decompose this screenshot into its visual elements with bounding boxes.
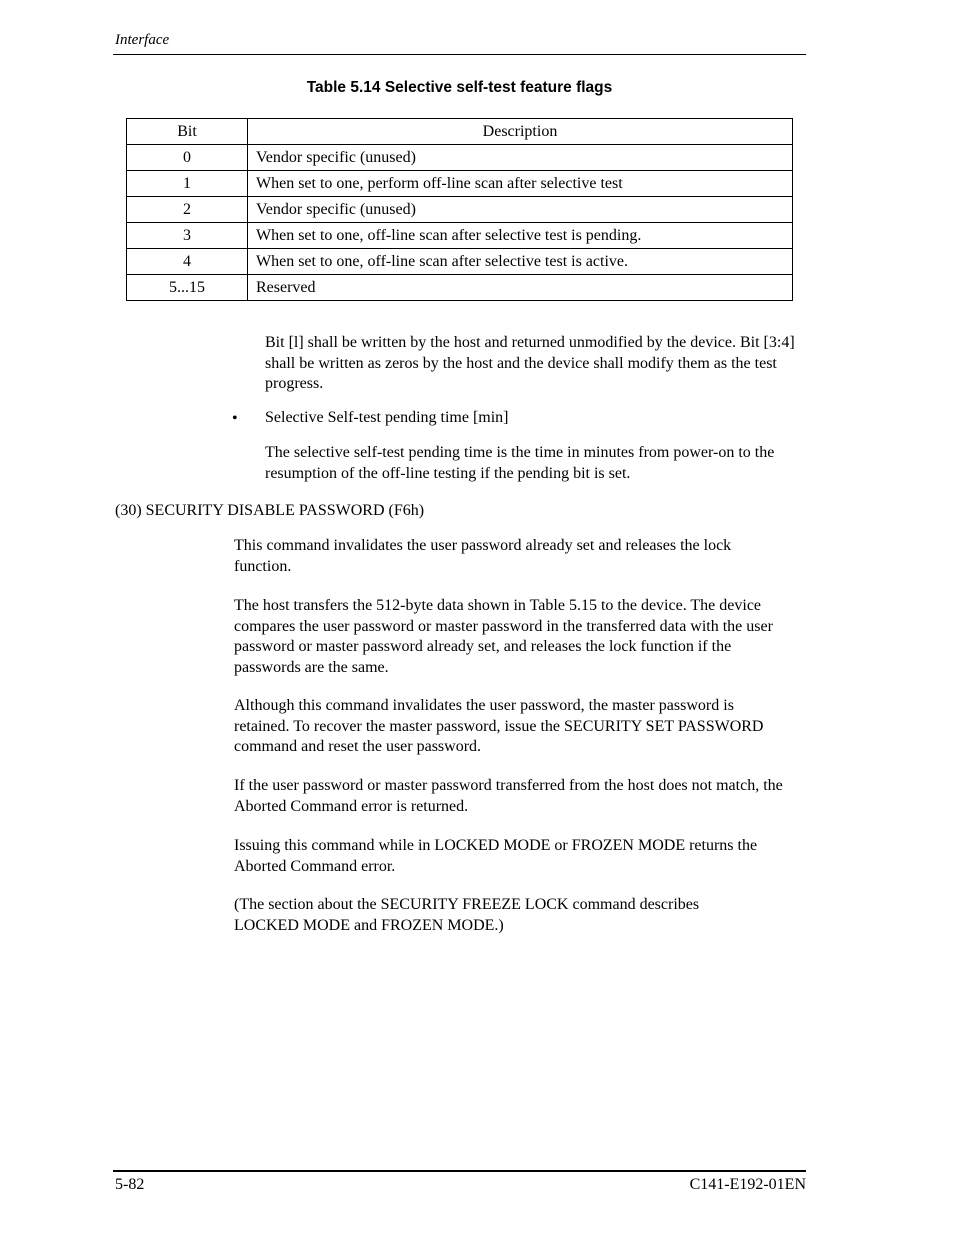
table-row — [127, 171, 793, 197]
header-divider — [113, 54, 806, 55]
body-paragraph: If the user password or master password transferred from the host does not match, the Aborted Command error is returned. — [234, 777, 783, 815]
table-row — [127, 145, 793, 171]
running-header: Interface — [115, 32, 170, 48]
body-paragraph: (The section about the SECURITY FREEZE LOCK command describes LOCKED MODE and FROZEN MODE.) — [234, 896, 700, 934]
bit-cell: 3 — [127, 223, 248, 249]
description-cell: Reserved — [248, 275, 793, 301]
description-cell: When set to one, perform off-line scan after selective test — [248, 171, 793, 197]
bit-cell: 1 — [127, 171, 248, 197]
bit-cell: 0 — [127, 145, 248, 171]
body-paragraph: Although this command invalidates the user password, the master password is retained. To recover the master password, issue the SECURITY SET PASSWORD command and reset the user password. — [234, 697, 764, 755]
table-row — [127, 197, 793, 223]
body-paragraph: Issuing this command while in LOCKED MODE or FROZEN MODE returns the Aborted Command error. — [234, 837, 758, 875]
bit-cell: 2 — [127, 197, 248, 223]
bullet-item-pending-time: Selective Self-test pending time [min] — [265, 409, 509, 426]
description-cell: Vendor specific (unused) — [248, 145, 793, 171]
bit-write-note: Bit [l] shall be written by the host and returned unmodified by the device. Bit [3:4] shall be written as zeros by the host and the device shall modify them as the test progress. — [265, 334, 795, 392]
bullet-marker: • — [232, 410, 238, 427]
description-cell: Vendor specific (unused) — [248, 197, 793, 223]
footer-divider — [113, 1170, 806, 1172]
bit-cell: 5...15 — [127, 275, 248, 301]
body-paragraph: The host transfers the 512-byte data shown in Table 5.15 to the device. The device compares the user password or master password in the transferred data with the user password or master password already set, and releases the lock function if the passwords are the same. — [234, 597, 773, 676]
section-heading: (30) SECURITY DISABLE PASSWORD (F6h) — [115, 502, 425, 519]
bit-cell: 4 — [127, 249, 248, 275]
table-caption: Table 5.14 Selective self-test feature flags — [306, 79, 613, 96]
table-row — [127, 275, 793, 301]
column-header-description: Description — [248, 119, 793, 145]
pending-time-description: The selective self-test pending time is the time in minutes from power-on to the resumption of the off-line testing if the pending bit is set. — [265, 444, 775, 482]
body-paragraph: This command invalidates the user password already set and releases the lock function. — [234, 537, 732, 575]
document-code: C141-E192-01EN — [689, 1176, 806, 1193]
description-cell: When set to one, off-line scan after selective test is active. — [248, 249, 793, 275]
column-header-bit: Bit — [127, 119, 248, 145]
table-row — [127, 249, 793, 275]
table-row — [127, 223, 793, 249]
description-cell: When set to one, off-line scan after selective test is pending. — [248, 223, 793, 249]
table-header-row — [127, 119, 793, 145]
page-number: 5-82 — [115, 1176, 145, 1193]
feature-flags-table — [126, 118, 793, 301]
